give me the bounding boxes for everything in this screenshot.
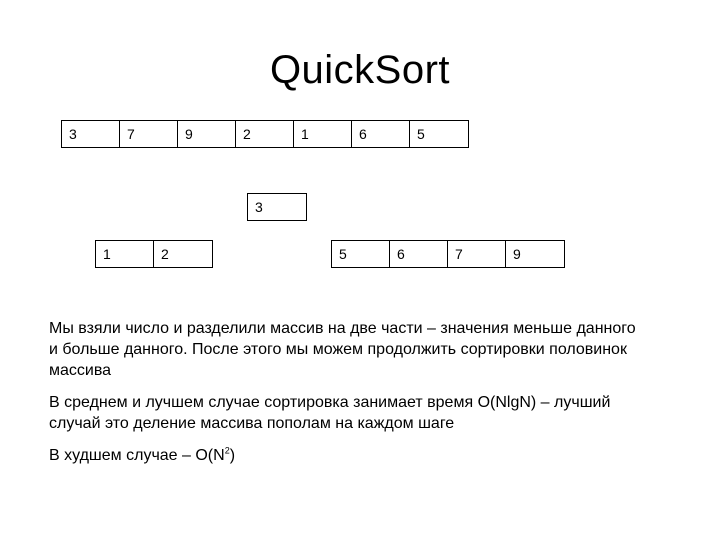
pivot-cell: 3 [255,199,263,215]
worst-case-exponent: 2 [224,445,230,456]
notes-body [49,318,649,477]
worst-case-prefix: В худшем случае – O(N [49,447,225,464]
original-array [61,120,469,148]
paragraph-worst-case [49,445,649,466]
array-cell: 5 [417,126,425,142]
array-cell: 5 [332,241,390,267]
array-cell: 7 [448,241,506,267]
array-cell: 6 [352,121,410,147]
array-cell: 1 [96,241,154,267]
paragraph-average-case: В среднем и лучшем случае сортировка занимает время O(NlgN) – лучший случай это деление массива пополам на каждом шаге [49,394,611,432]
right-partition-array [331,240,565,268]
array-cell: 2 [161,246,169,262]
array-cell: 7 [120,121,178,147]
array-cell: 2 [236,121,294,147]
array-cell: 3 [62,121,120,147]
pivot-array [247,193,307,221]
array-cell: 9 [513,246,521,262]
array-cell: 1 [294,121,352,147]
worst-case-suffix: ) [229,447,236,464]
slide-title: QuickSort [269,48,451,92]
array-cell: 9 [178,121,236,147]
paragraph-partition: Мы взяли число и разделили массив на две части – значения меньше данного и больше данного. После этого мы можем продолжить сортировки половинок массива [49,320,636,379]
left-partition-array [95,240,213,268]
array-cell: 6 [390,241,448,267]
